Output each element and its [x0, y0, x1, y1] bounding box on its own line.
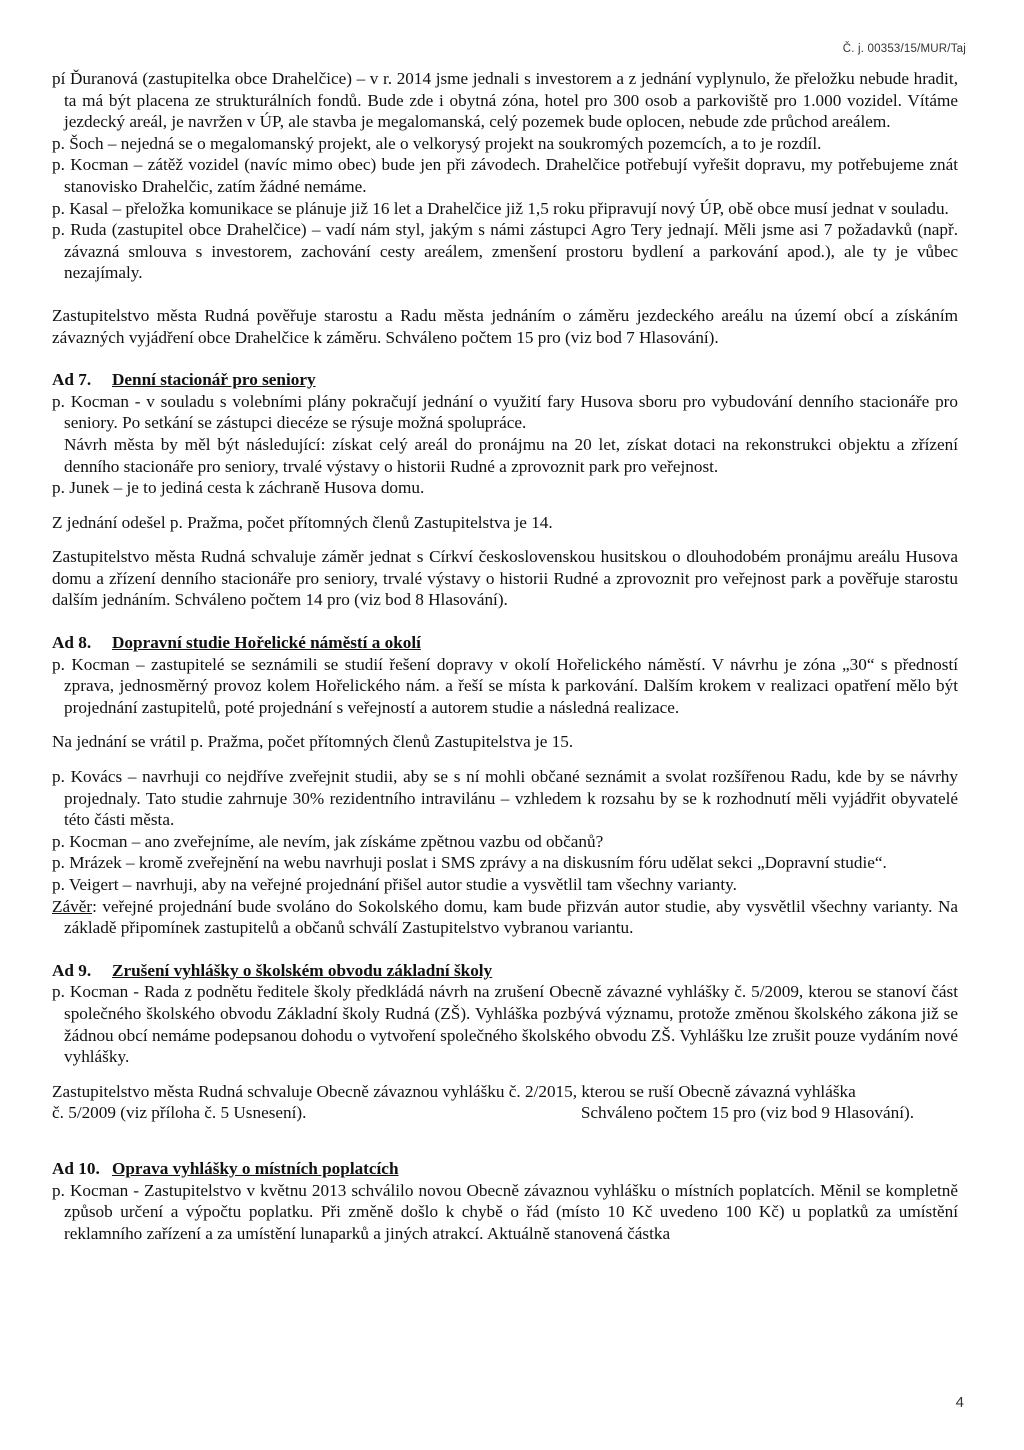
- section-title: Dopravní studie Hořelické náměstí a okolí: [112, 633, 421, 653]
- attendance-note: Z jednání odešel p. Pražma, počet přítomných členů Zastupitelstva je 14.: [52, 512, 553, 532]
- speaker-paragraph: p. Mrázek – kromě zveřejnění na webu navrhuji poslat i SMS zprávy a na diskusním fóru udělat sekci „Dopravní studie“.: [52, 853, 887, 873]
- speaker-paragraph: p. Kocman – ano zveřejníme, ale nevím, jak získáme zpětnou vazbu od občanů?: [52, 831, 604, 851]
- resolution-vote: Schváleno počtem 15 pro (viz bod 9 Hlasování).: [580, 1103, 914, 1123]
- resolution-paragraph: Zastupitelstvo města Rudná pověřuje starostu a Radu města jednáním o záměru jezdeckého areálu na území obcí a získáním závazných vyjádření obce Drahelčice k záměru. Schváleno počtem 15 pro (viz bod 7 Hlasování).: [52, 305, 958, 347]
- resolution-paragraph: Zastupitelstvo města Rudná schvaluje záměr jednat s Církví československou husitskou o dlouhodobém pronájmu areálu Husova domu a zřízení denního stacionáře pro seniory, trvalé výstavy o historii Rudné a zprovoznit pro veřejnost park a pověřuje starostu dalším jednáním. Schváleno počtem 14 pro (viz bod 8 Hlasování).: [52, 547, 958, 610]
- speaker-paragraph: p. Kocman - Zastupitelstvo v květnu 2013 schválilo novou Obecně závaznou vyhlášku o místních poplatcích. Měnil se kompletně způsob určení a výpočtu poplatku. Při změně došlo k chybě o řád (místo 10 Kč uvedeno 100 Kč) u poplatků za umístění reklamního zařízení a za umístění lunaparků a jiných atrakcí. Aktuálně stanovená částka: [52, 1180, 958, 1243]
- page-content: [52, 68, 958, 1244]
- section-title: Oprava vyhlášky o místních poplatcích: [112, 1158, 399, 1178]
- speaker-paragraph: p. Kocman – zastupitelé se seznámili se studií řešení dopravy v okolí Hořelického náměstí. V návrhu je zóna „30“ s předností zprava, jednosměrný provoz kolem Hořelického nám. a řeší se místa k parkování. Dalším krokem v realizaci opatření mělo být projednání zastupitelů, poté projednání s veřejností a autorem studie a následná realizace.: [52, 654, 958, 717]
- speaker-paragraph: p. Veigert – navrhuji, aby na veřejné projednání přišel autor studie a vysvětlil tam všechny varianty.: [52, 875, 737, 894]
- section-heading-ad7: [52, 369, 958, 391]
- resolution-line: [52, 1102, 958, 1124]
- speaker-paragraph: p. Junek – je to jediná cesta k záchraně Husova domu.: [52, 478, 425, 498]
- section-heading-ad8: [52, 632, 958, 654]
- resolution-paragraph: Zastupitelstvo města Rudná schvaluje Obecně závaznou vyhlášku č. 2/2015, kterou se ruší Obecně závazná vyhláška: [52, 1081, 856, 1101]
- attendance-note: Na jednání se vrátil p. Pražma, počet přítomných členů Zastupitelstva je 15.: [52, 732, 574, 752]
- section-number: Ad 7.: [52, 370, 92, 390]
- section-heading-ad9: [52, 960, 958, 982]
- speaker-paragraph: pí Ďuranová (zastupitelka obce Drahelčice) – v r. 2014 jsme jednali s investorem a z jednání vyplynulo, že přeložku nebude hradit, ta má být placena ze strukturálních fondů. Bude zde i obytná zóna, hotel pro 300 osob a parkoviště pro 1.000 vozidel. Vítáme jezdecký areál, je navržen v ÚP, ale stavba je megalomanská, celý pozemek bude oplocen, nebude zde průchod areálem.: [52, 69, 958, 132]
- speaker-paragraph: p. Kovács – navrhuji co nejdříve zveřejnit studii, aby se s ní mohli občané seznámit a svolat rozšířenou Radu, kde by se návrhy projednaly. Tato studie zahrnuje 30% rezidentního intravilánu – vzhledem k rozsahu by se k rozhodnutí měli vyjádřit obyvatelé této části města.: [52, 767, 958, 830]
- resolution-attachment: č. 5/2009 (viz příloha č. 5 Usnesení).: [52, 1103, 307, 1123]
- speaker-paragraph: p. Šoch – nejedná se o megalomanský projekt, ale o velkorysý projekt na soukromých pozemcích, a to je rozdíl.: [52, 133, 822, 153]
- page-number: 4: [955, 1394, 964, 1411]
- section-title: Zrušení vyhlášky o školském obvodu základní školy: [112, 960, 493, 980]
- conclusion-paragraph: [52, 896, 958, 939]
- continuation-paragraph: Návrh města by měl být následující: získat celý areál do pronájmu na 20 let, získat dotaci na rekonstrukci objektu a zřízení denního stacionáře pro seniory, trvalé výstavy o historii Rudné a zprovoznit park pro veřejnost.: [64, 434, 958, 476]
- section-number: Ad 9.: [52, 960, 92, 980]
- section-number: Ad 8.: [52, 633, 92, 653]
- speaker-paragraph: p. Kocman – zátěž vozidel (navíc mimo obec) bude jen při závodech. Drahelčice potřebují vyřešit dopravu, my potřebujeme znát stanovisko Drahelčic, zatím žádné nemáme.: [52, 155, 958, 196]
- section-heading-ad10: [52, 1158, 958, 1180]
- speaker-paragraph: p. Kocman - v souladu s volebními plány pokračují jednání o využití fary Husova sboru pro vybudování denního stacionáře pro seniory. Po setkání se zástupci diecéze se rýsuje možná spolupráce.: [52, 391, 958, 433]
- conclusion-text: : veřejné projednání bude svoláno do Sokolského domu, kam bude přizván autor studie, aby vysvětlil všechny varianty. Na základě připomínek zastupitelů a občanů schválí Zastupitelstvo vybranou variantu.: [64, 896, 958, 938]
- conclusion-label: Závěr: [52, 896, 93, 916]
- reference-number: Č. j. 00353/15/MUR/Taj: [842, 43, 966, 55]
- section-number: Ad 10.: [52, 1158, 100, 1178]
- speaker-paragraph: p. Kocman - Rada z podnětu ředitele školy předkládá návrh na zrušení Obecně závazné vyhlášky č. 5/2009, kterou se stanoví část společného školského obvodu Základní školy Rudná (ZŠ). Vyhláška pozbývá významu, protože změnou školského zákona již se žádnou obcí nemáme podepsanou dohodu o vytvoření společného školského obvodu ZŠ. Vyhlášku lze zrušit pouze vydáním nové vyhlášky.: [52, 982, 958, 1067]
- speaker-paragraph: p. Kasal – přeložka komunikace se plánuje již 16 let a Drahelčice již 1,5 roku připravují nový ÚP, obě obce musí jednat v souladu.: [52, 198, 949, 218]
- speaker-paragraph: p. Ruda (zastupitel obce Drahelčice) – vadí nám styl, jakým s námi zástupci Agro Tery jednají. Měli jsme asi 7 požadavků (např. závazná smlouva s investorem, zachování cesty areálem, zmenšení prostoru bydlení a parkování apod.), ale ty je vůbec nezajímaly.: [52, 220, 958, 283]
- section-title: Denní stacionář pro seniory: [112, 370, 316, 390]
